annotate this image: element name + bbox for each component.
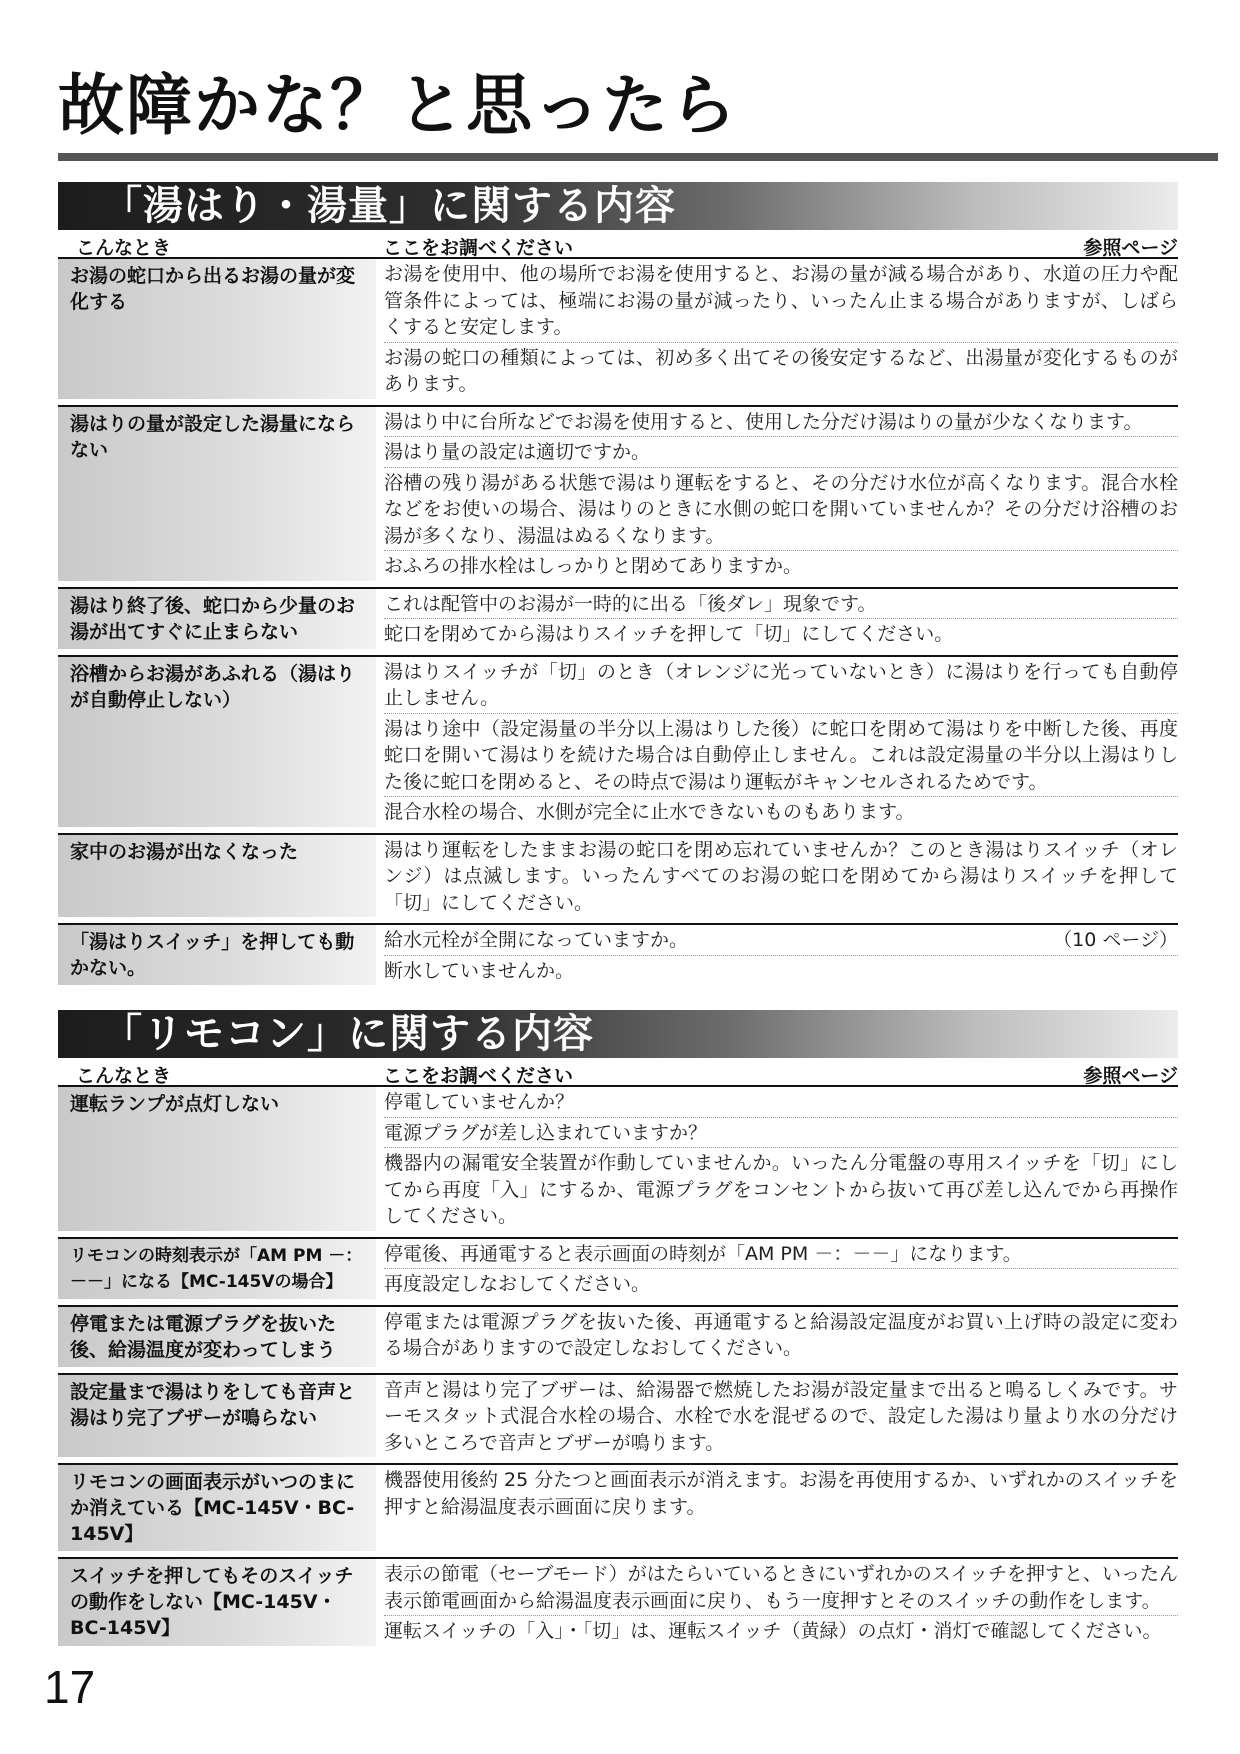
remedy: 機器内の漏電安全装置が作動していませんか。いったん分電盤の専用スイッチを「切」にしてから再度「入」にするか、電源プラグをコンセントから抜いて再び差し込んでから再操作してください。 [384,1152,1178,1227]
remedy: 停電後、再通電すると表示画面の時刻が「AM PM －：－－」になります。 [384,1239,1178,1270]
column-check: ここをお調べください [383,237,574,259]
section-remocon [58,1010,1178,1652]
remedy: 電源プラグが差し込まれていますか？ [384,1118,1178,1149]
symptom: 湯はり終了後、蛇口から少量のお湯が出てすぐに止まらない [58,589,376,649]
remedy-list [376,1465,1178,1551]
remedy: 機器使用後約 25 分たつと画面表示が消えます。お湯を再使用するか、いずれかのスイッチを押すと給湯温度表示画面に戻ります。 [384,1469,1178,1518]
symptom: 設定量まで湯はりをしても音声と湯はり完了ブザーが鳴らない [58,1375,376,1458]
remedy: 湯はり量の設定は適切ですか。 [384,437,1178,468]
remedy [384,925,1178,956]
remedy-list [376,1559,1178,1646]
symptom: 運転ランプが点灯しない [58,1087,376,1231]
remedy-list [376,407,1178,581]
symptom: スイッチを押してもそのスイッチの動作をしない【MC-145V・BC-145V】 [58,1559,376,1646]
remedy-list [376,259,1178,399]
column-when: こんなとき [76,1065,172,1087]
remedy: 再度設定しなおしてください。 [384,1273,651,1295]
table-row [58,655,1178,827]
remedy: 混合水栓の場合、水側が完全に止水できないものもあります。 [384,801,915,823]
symptom: リモコンの画面表示がいつのまにか消えている【MC-145V・BC-145V】 [58,1465,376,1551]
table-header [58,230,1178,257]
symptom: お湯の蛇口から出るお湯の量が変化する [58,259,376,399]
symptom: 停電または電源プラグを抜いた後、給湯温度が変わってしまう [58,1307,376,1367]
table-header [58,1058,1178,1085]
remedy: 浴槽の残り湯がある状態で湯はり運転をすると、その分だけ水位が高くなります。混合水栓などをお使いの場合、湯はりのときに水側の蛇口を開いていませんか？その分だけ浴槽のお湯が多くなり、湯温はぬるくなります。 [384,468,1178,552]
remedy: 蛇口を閉めてから湯はりスイッチを押して「切」にしてください。 [384,623,954,645]
symptom: リモコンの時刻表示が「AM PM －：－－」になる【MC-145Vの場合】 [58,1239,376,1299]
remedy: 湯はり運転をしたままお湯の蛇口を閉め忘れていませんか？このとき湯はりスイッチ（オレンジ）は点滅します。いったんすべてのお湯の蛇口を閉めてから湯はりスイッチを押して「切」にしてください。 [384,838,1178,914]
table-row [58,257,1178,399]
remedy-list [376,1307,1178,1367]
column-ref: 参照ページ [1083,1065,1178,1087]
table-row [58,405,1178,581]
table-row [58,833,1178,918]
remedy: お湯の蛇口の種類によっては、初め多く出てその後安定するなど、出湯量が変化するものがあります。 [384,346,1178,395]
page-reference: （10 ページ） [1053,929,1178,951]
table-row [58,1085,1178,1231]
section-yuhari [58,182,1178,991]
table-row [58,1237,1178,1299]
remedy-list [376,1087,1178,1231]
remedy-list [376,925,1178,985]
symptom: 湯はりの量が設定した湯量にならない [58,407,376,581]
remedy-text: 給水元栓が全開になっていますか。 [384,929,689,951]
symptom: 浴槽からお湯があふれる（湯はりが自動停止しない） [58,657,376,827]
remedy-list [376,657,1178,827]
symptom: 「湯はりスイッチ」を押しても動かない。 [58,925,376,985]
remedy: 停電していませんか？ [384,1087,1178,1118]
page-title: 故障かな？と思ったら [58,67,738,144]
remedy-list [376,1239,1178,1299]
remedy-list [376,835,1178,918]
remedy: 表示の節電（セーブモード）がはたらいているときにいずれかのスイッチを押すと、いったん表示節電画面から給湯温度表示画面に戻り、もう一度押すとそのスイッチの動作をします。 [384,1559,1178,1616]
remedy-list [376,589,1178,649]
remedy: これは配管中のお湯が一時的に出る「後ダレ」現象です。 [384,589,1178,620]
remedy-list [376,1375,1178,1458]
table-row [58,587,1178,649]
table-row [58,923,1178,985]
column-ref: 参照ページ [1083,237,1178,259]
remedy: 断水していませんか。 [384,959,575,982]
remedy: 湯はりスイッチが「切」のとき（オレンジに光っていないとき）に湯はりを行っても自動停止しません。 [384,657,1178,714]
symptom: 家中のお湯が出なくなった [58,835,376,918]
section-heading: 「湯はり・湯量」に関する内容 [58,182,1178,230]
table-row [58,1373,1178,1458]
column-when: こんなとき [76,237,172,259]
remedy: 停電または電源プラグを抜いた後、再通電すると給湯設定温度がお買い上げ時の設定に変わる場合がありますので設定しなおしてください。 [384,1310,1178,1359]
page-number: 17 [44,1661,96,1713]
column-check: ここをお調べください [383,1065,574,1087]
table-row [58,1557,1178,1646]
remedy: 湯はり中に台所などでお湯を使用すると、使用した分だけ湯はりの量が少なくなります。 [384,407,1178,438]
section-heading: 「リモコン」に関する内容 [58,1010,1178,1058]
remedy: おふろの排水栓はしっかりと閉めてありますか。 [384,555,803,577]
table-row [58,1305,1178,1367]
title-rule [58,153,1218,161]
remedy: 運転スイッチの「入」・「切」は、運転スイッチ（黄緑）の点灯・消灯で確認してください。 [384,1620,1162,1642]
remedy: 湯はり途中（設定湯量の半分以上湯はりした後）に蛇口を閉めて湯はりを中断した後、再度蛇口を開いて湯はりを続けた場合は自動停止しません。これは設定湯量の半分以上湯はりした後に蛇口を閉めると、その時点で湯はり運転がキャンセルされるためです。 [384,714,1178,798]
table-row [58,1463,1178,1551]
remedy: お湯を使用中、他の場所でお湯を使用すると、お湯の量が減る場合があり、水道の圧力や配管条件によっては、極端にお湯の量が減ったり、いったん止まる場合がありますが、しばらくすると安定します。 [384,259,1178,343]
remedy: 音声と湯はり完了ブザーは、給湯器で燃焼したお湯が設定量まで出ると鳴るしくみです。サーモスタット式混合水栓の場合、水栓で水を混ぜるので、設定した湯はり量より水の分だけ多いところで音声とブザーが鳴ります。 [384,1378,1178,1454]
